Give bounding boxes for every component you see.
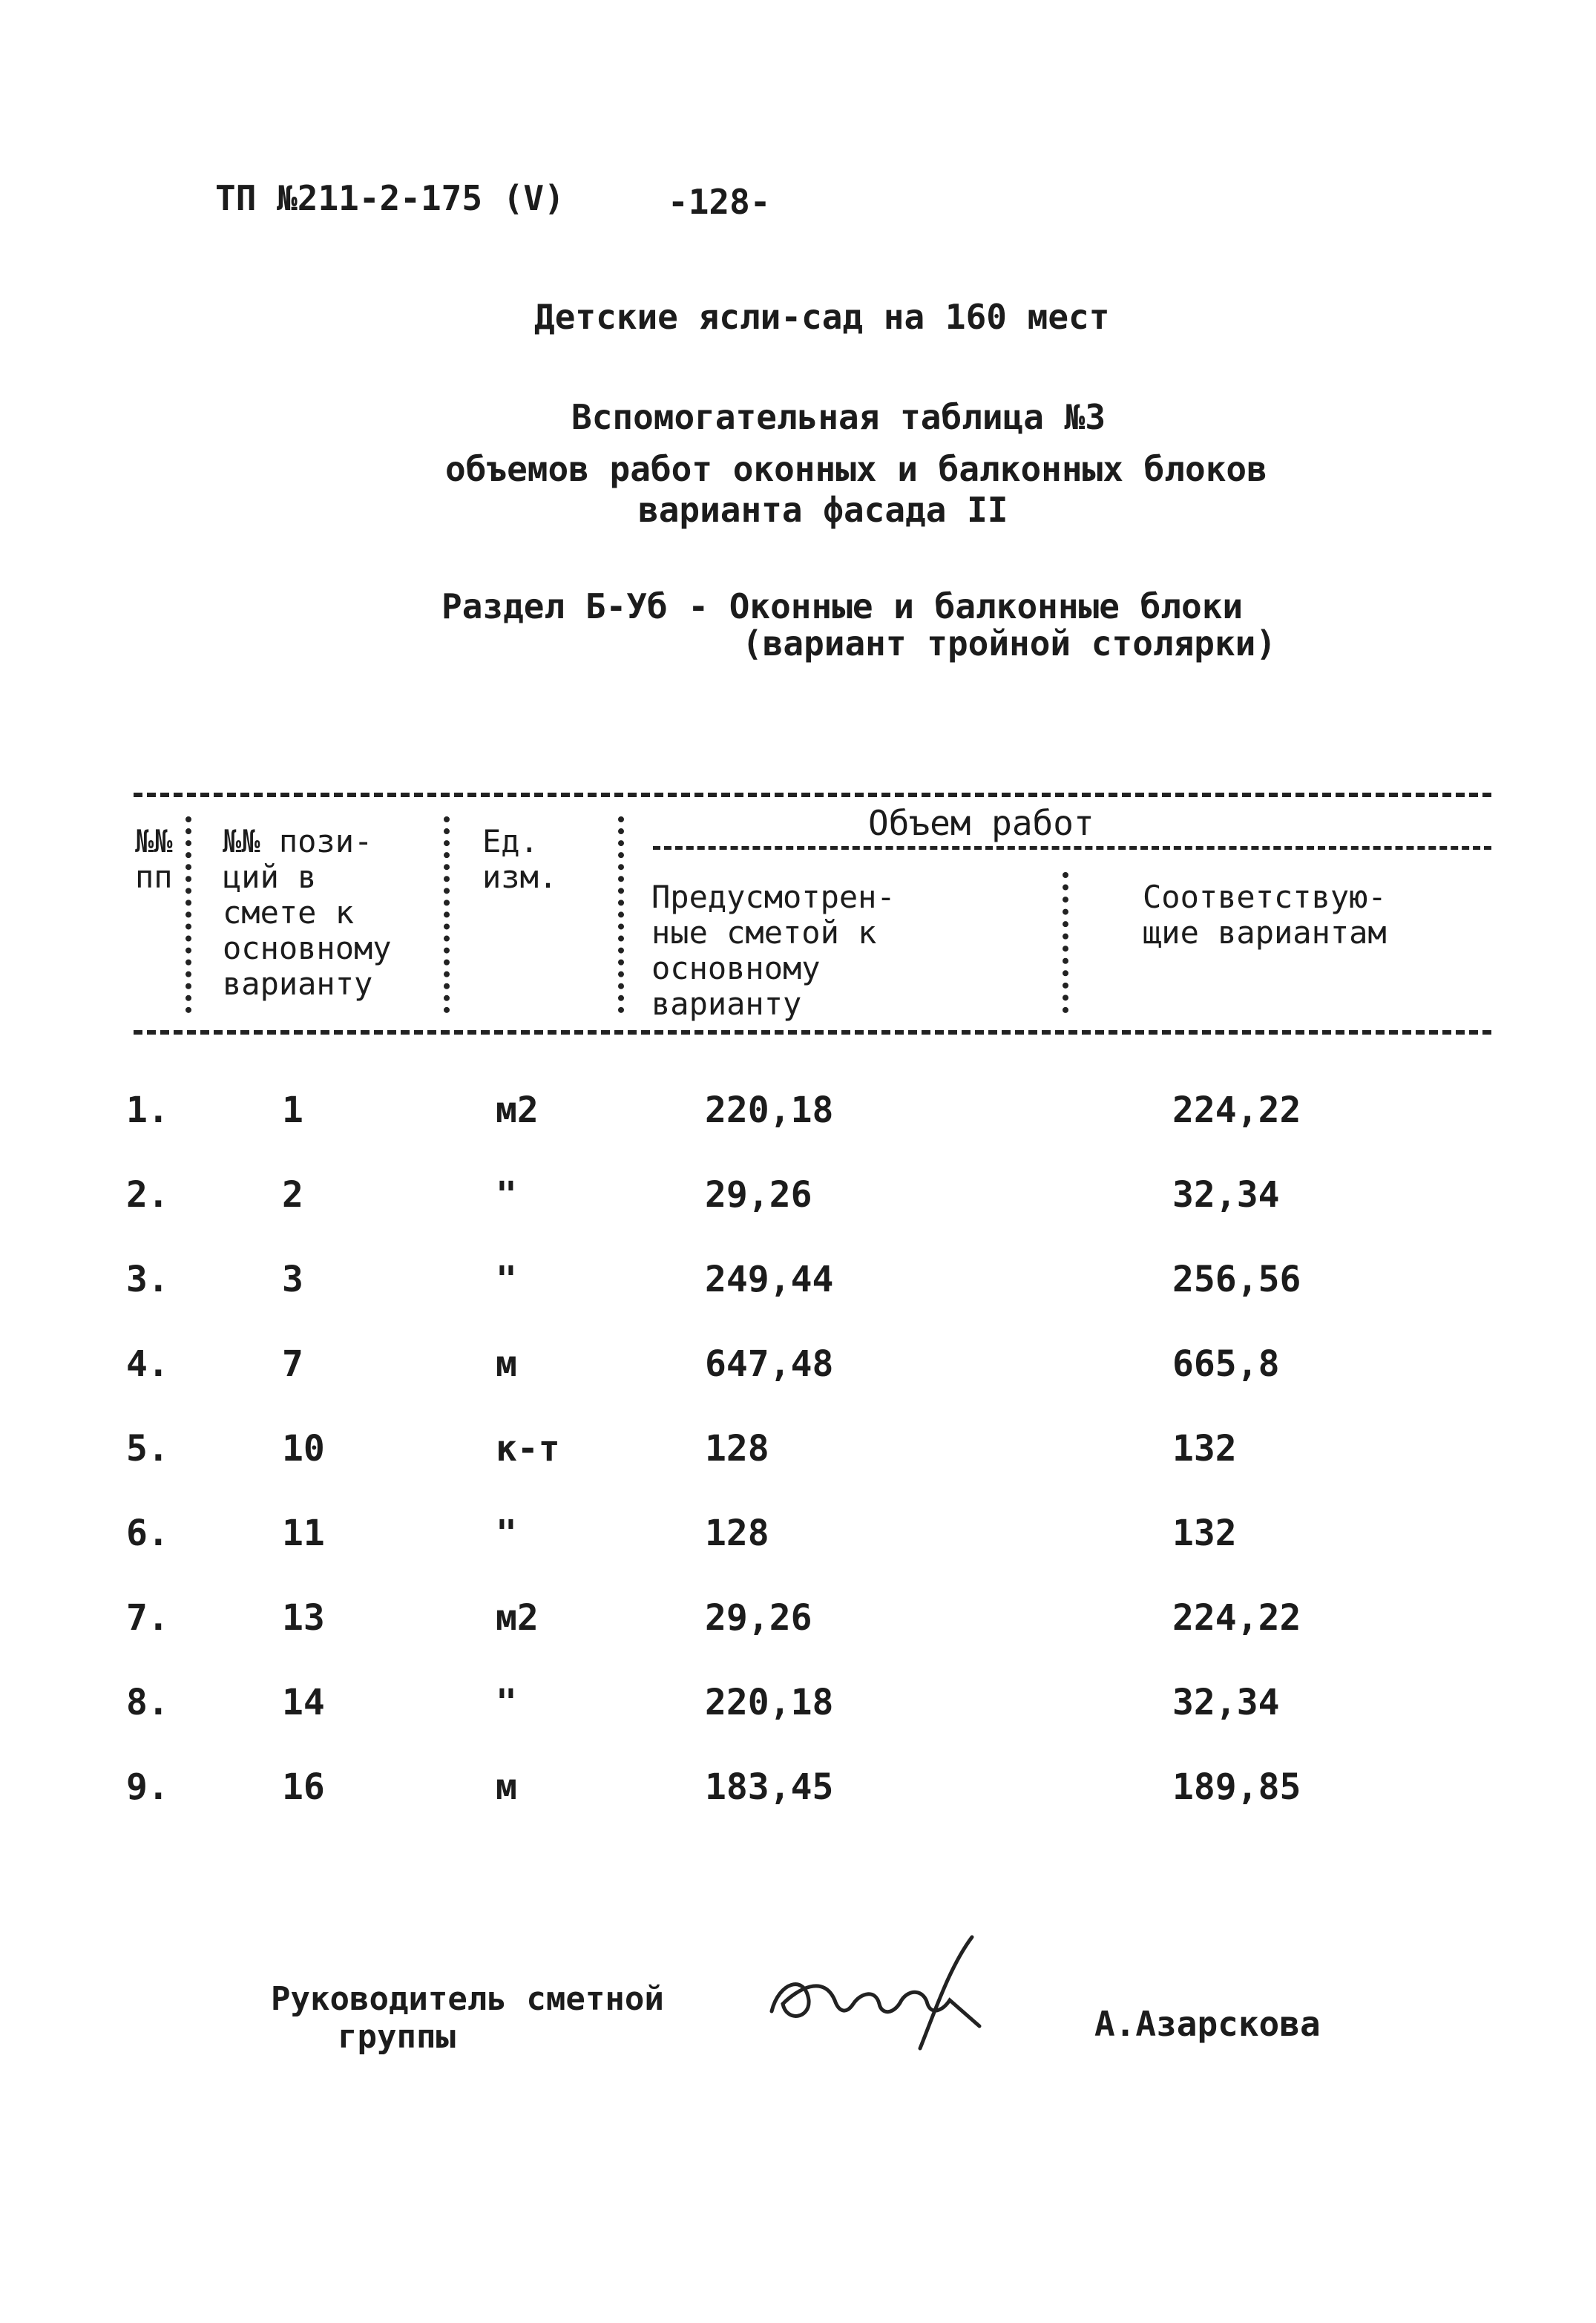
row-variant-volume: 665,8 <box>1172 1343 1280 1385</box>
row-number: 5. <box>126 1428 169 1470</box>
col-separator-1 <box>185 816 191 1013</box>
row-planned-volume: 29,26 <box>705 1597 812 1639</box>
row-planned-volume: 29,26 <box>705 1174 812 1216</box>
row-number: 4. <box>126 1343 169 1385</box>
row-number: 3. <box>126 1259 169 1300</box>
row-position: 7 <box>282 1343 303 1385</box>
volume-under-rule <box>653 846 1491 850</box>
row-number: 2. <box>126 1174 169 1216</box>
row-position: 10 <box>282 1428 325 1470</box>
col-separator-3 <box>618 816 624 1013</box>
col-separator-2 <box>444 816 450 1013</box>
row-planned-volume: 220,18 <box>705 1090 834 1131</box>
table-top-rule <box>134 793 1491 797</box>
signatory-role: Руководитель сметной группы <box>271 1980 664 2056</box>
page-number: -128- <box>668 182 771 222</box>
row-variant-volume: 32,34 <box>1172 1174 1280 1216</box>
table-subtitle-variant: варианта фасада II <box>638 490 1008 530</box>
row-planned-volume: 128 <box>705 1513 769 1554</box>
row-variant-volume: 224,22 <box>1172 1090 1301 1131</box>
row-position: 13 <box>282 1597 325 1639</box>
header-unit: Ед. изм. <box>482 823 558 895</box>
row-position: 1 <box>282 1090 303 1131</box>
row-number: 7. <box>126 1597 169 1639</box>
row-number: 8. <box>126 1682 169 1723</box>
row-unit: к-т <box>496 1428 560 1470</box>
row-unit: м <box>496 1343 517 1385</box>
row-position: 3 <box>282 1259 303 1300</box>
header-num: №№ пп <box>135 823 173 895</box>
header-position: №№ пози- ций в смете к основному варианту <box>223 823 392 1002</box>
row-position: 2 <box>282 1174 303 1216</box>
row-unit: " <box>496 1259 517 1300</box>
signature-mark <box>764 1930 1009 2063</box>
row-unit: " <box>496 1513 517 1554</box>
row-unit: " <box>496 1682 517 1723</box>
row-variant-volume: 256,56 <box>1172 1259 1301 1300</box>
row-number: 9. <box>126 1766 169 1808</box>
row-position: 14 <box>282 1682 325 1723</box>
row-planned-volume: 128 <box>705 1428 769 1470</box>
row-planned-volume: 220,18 <box>705 1682 834 1723</box>
section-title: Раздел Б-Уб - Оконные и балконные блоки <box>441 586 1244 626</box>
header-variant: Соответствую- щие вариантам <box>1143 879 1387 951</box>
row-planned-volume: 647,48 <box>705 1343 834 1385</box>
row-variant-volume: 132 <box>1172 1513 1237 1554</box>
row-position: 11 <box>282 1513 325 1554</box>
header-volume: Объем работ <box>868 803 1094 843</box>
signatory-name: А.Азарскова <box>1094 2004 1321 2044</box>
row-number: 6. <box>126 1513 169 1554</box>
document-title: Детские ясли-сад на 160 мест <box>534 297 1110 337</box>
row-variant-volume: 189,85 <box>1172 1766 1301 1808</box>
row-unit: м2 <box>496 1090 539 1131</box>
document-code: ТП №211-2-175 (V) <box>215 178 565 218</box>
row-variant-volume: 132 <box>1172 1428 1237 1470</box>
row-planned-volume: 183,45 <box>705 1766 834 1808</box>
row-variant-volume: 224,22 <box>1172 1597 1301 1639</box>
row-planned-volume: 249,44 <box>705 1259 834 1300</box>
row-unit: м2 <box>496 1597 539 1639</box>
table-subtitle: объемов работ оконных и балконных блоков <box>445 449 1267 489</box>
col-separator-4 <box>1063 872 1068 1013</box>
row-unit: " <box>496 1174 517 1216</box>
table-header-bottom-rule <box>134 1030 1491 1035</box>
row-position: 16 <box>282 1766 325 1808</box>
row-number: 1. <box>126 1090 169 1131</box>
header-planned: Предусмотрен- ные сметой к основному варианту <box>651 879 896 1022</box>
table-caption: Вспомогательная таблица №3 <box>571 397 1106 437</box>
row-variant-volume: 32,34 <box>1172 1682 1280 1723</box>
row-unit: м <box>496 1766 517 1808</box>
section-subtitle: (вариант тройной столярки) <box>742 623 1277 664</box>
